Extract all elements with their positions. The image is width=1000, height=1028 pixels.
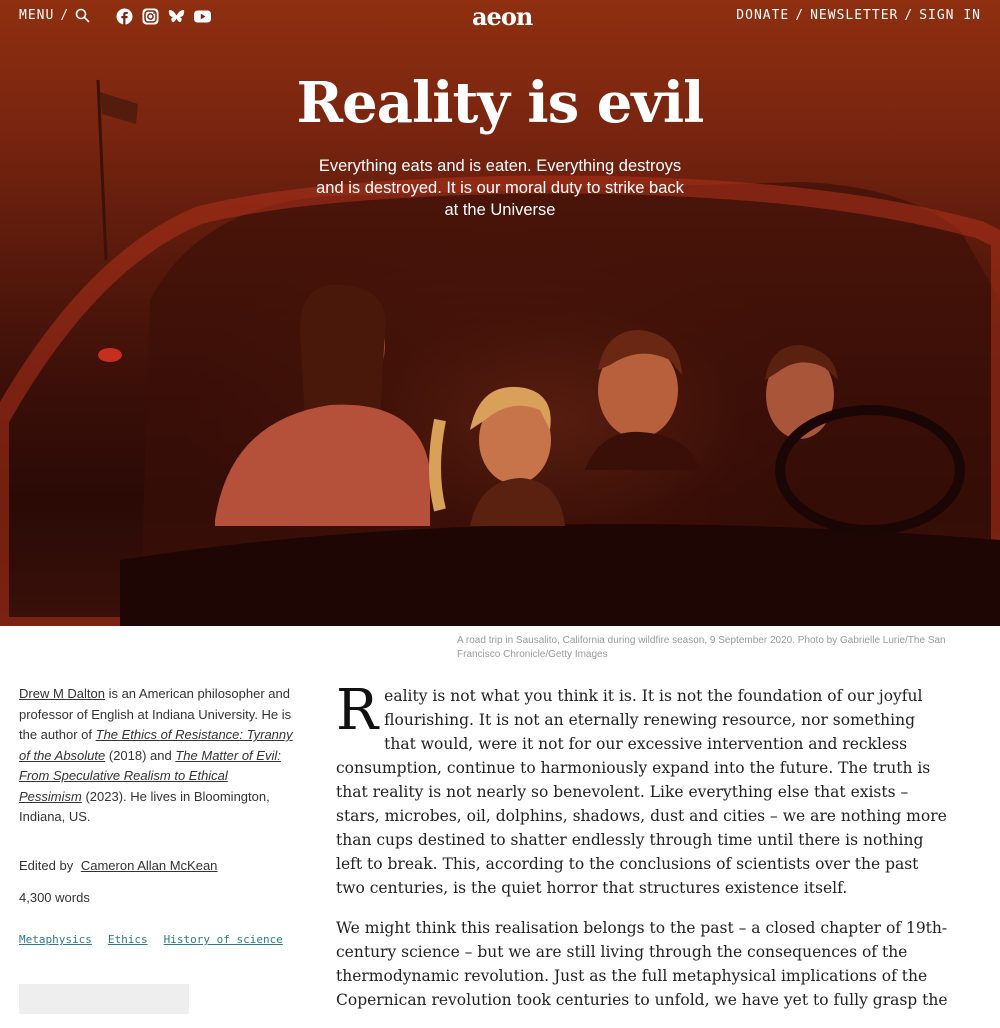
tag-metaphysics[interactable]: Metaphysics	[19, 933, 92, 946]
top-navigation	[0, 0, 1000, 34]
sign-in-link[interactable]: SIGN IN	[919, 8, 981, 23]
article-standfirst: Everything eats and is eaten. Everything destroys and is destroyed. It is our moral duty to strike back at the Universe	[316, 157, 684, 219]
image-caption: A road trip in Sausalito, California during wildfire season, 9 September 2020. Photo by Gabrielle Lurie/The San Francisco Chronicle/Getty Images	[457, 635, 946, 660]
youtube-icon[interactable]	[194, 8, 211, 25]
topic-tags	[19, 933, 283, 946]
author-link[interactable]: Drew M Dalton	[19, 686, 105, 701]
article-paragraph: We might think this realisation belongs to the past – a closed chapter of 19th-century science – but we are still living through the consequences of the thermodynamic revolution. Just as the full metaphysical implications of the Copernican revolution took centuries to unfold, we have yet to fully grasp the	[336, 919, 948, 1009]
instagram-icon[interactable]	[142, 8, 159, 25]
article-title: Reality is evil	[296, 70, 704, 136]
donate-link[interactable]: DONATE	[736, 8, 790, 23]
book-title-2[interactable]: The Matter of Evil: From Speculative Realism to Ethical Pessimism	[19, 747, 281, 804]
nav-separator: /	[904, 8, 914, 23]
word-count: 4,300 words	[19, 890, 90, 905]
edited-by-label: Edited by	[19, 858, 74, 873]
social-links	[116, 8, 211, 25]
sidebar-placeholder-box	[19, 984, 189, 1014]
nav-separator: /	[795, 8, 805, 23]
author-bio-text: is an American philosopher and professor of English at Indiana University. He is the author of	[19, 686, 292, 742]
edited-by	[19, 858, 217, 873]
menu-separator: /	[60, 8, 70, 23]
right-navigation	[736, 8, 981, 23]
tag-ethics[interactable]: Ethics	[107, 933, 148, 946]
aeon-logo[interactable]: aeon	[472, 2, 533, 31]
article-body	[336, 678, 948, 1028]
menu-label[interactable]: MENU	[19, 8, 55, 23]
paragraph-text: eality is not what you think it is. It is not the foundation of our joyful flourishing. It is not an eternally renewing resource, nor something that would, were it not for our excessive intervention and reckless consumption, continue to harmoniously expand into the future. The truth is that reality is not nearly so benevolent. Like everything else that exists – stars, microbes, oil, dolphins, shadows, dust and cities – we are nothing more than cups destined to shatter endlessly through time until there is nothing left to break. This, according to the conclusions of scientists over the past two centuries, is the quiet horror that structures existence itself.	[336, 687, 947, 897]
facebook-icon[interactable]	[116, 8, 133, 25]
editor-link[interactable]: Cameron Allan McKean	[80, 858, 218, 873]
author-bio	[19, 684, 294, 828]
article-paragraph	[336, 678, 948, 900]
menu-button[interactable]	[19, 8, 90, 23]
book-title-1[interactable]: The Ethics of Resistance: Tyranny of the Absolute	[19, 727, 293, 763]
author-bio-text: (2023). He lives in Bloomington, Indiana, US.	[19, 788, 270, 824]
drop-cap: R	[336, 678, 379, 743]
search-icon[interactable]	[75, 8, 90, 23]
bluesky-icon[interactable]	[168, 8, 185, 25]
author-bio-text: (2018) and	[105, 747, 176, 763]
tag-history-of-science[interactable]: History of science	[163, 933, 283, 946]
newsletter-link[interactable]: NEWSLETTER	[810, 8, 899, 23]
